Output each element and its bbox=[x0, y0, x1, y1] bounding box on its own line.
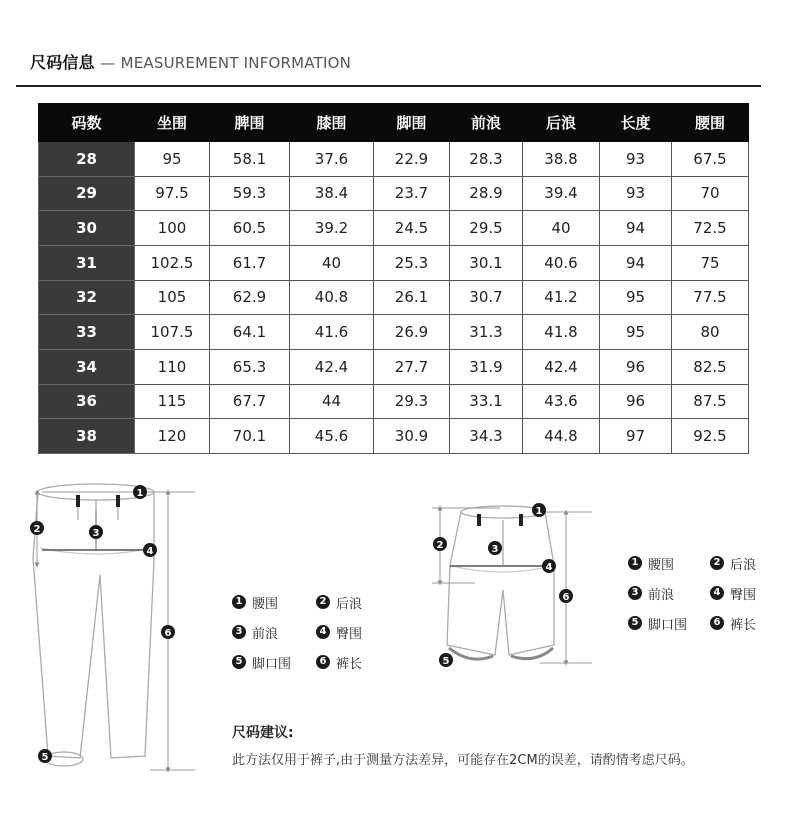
legend-item bbox=[316, 617, 386, 647]
measurement-cell: 44 bbox=[290, 384, 374, 419]
legend-number-icon: 3 bbox=[628, 586, 642, 600]
legend-number-icon: 5 bbox=[232, 655, 246, 669]
legend-item bbox=[710, 548, 780, 578]
legend-label: 前浪 bbox=[252, 626, 279, 642]
legend-item bbox=[710, 578, 780, 608]
legend-number-icon: 2 bbox=[316, 595, 330, 609]
legend-row bbox=[628, 608, 780, 638]
legend-label: 脚口围 bbox=[648, 617, 688, 633]
size-code-cell: 34 bbox=[39, 349, 135, 384]
size-code-cell: 36 bbox=[39, 384, 135, 419]
marker-1-short bbox=[532, 503, 546, 517]
legend-label: 腰围 bbox=[252, 596, 279, 612]
legend-row bbox=[628, 548, 780, 578]
marker-6-long bbox=[161, 625, 175, 639]
measurement-cell: 107.5 bbox=[135, 315, 210, 350]
measurement-cell: 39.2 bbox=[290, 211, 374, 246]
measurement-cell: 26.1 bbox=[374, 280, 450, 315]
measurement-cell: 65.3 bbox=[210, 349, 290, 384]
measurement-cell: 33.1 bbox=[450, 384, 523, 419]
measurement-cell: 22.9 bbox=[374, 142, 450, 177]
column-header: 后浪 bbox=[523, 104, 600, 142]
column-header: 脚围 bbox=[374, 104, 450, 142]
size-code-cell: 38 bbox=[39, 419, 135, 454]
svg-text:3: 3 bbox=[491, 544, 499, 555]
legend-number-icon: 6 bbox=[316, 655, 330, 669]
size-code-cell: 33 bbox=[39, 315, 135, 350]
legend-row bbox=[628, 578, 780, 608]
measurement-cell: 94 bbox=[600, 211, 672, 246]
legend-label: 前浪 bbox=[648, 587, 675, 603]
measurement-cell: 82.5 bbox=[672, 349, 749, 384]
short-pants-legend bbox=[628, 548, 780, 638]
marker-6-short bbox=[559, 589, 573, 603]
measurement-cell: 43.6 bbox=[523, 384, 600, 419]
legend-item bbox=[316, 647, 386, 677]
measurement-cell: 44.8 bbox=[523, 419, 600, 454]
title-separator: — bbox=[100, 54, 116, 72]
marker-5-short bbox=[439, 653, 453, 667]
measurement-cell: 60.5 bbox=[210, 211, 290, 246]
measurement-cell: 40.8 bbox=[290, 280, 374, 315]
measurement-cell: 62.9 bbox=[210, 280, 290, 315]
svg-text:4: 4 bbox=[146, 546, 154, 557]
legend-item bbox=[710, 608, 780, 638]
measurement-cell: 31.3 bbox=[450, 315, 523, 350]
measurement-cell: 97.5 bbox=[135, 176, 210, 211]
marker-2-short bbox=[433, 537, 447, 551]
legend-item bbox=[316, 587, 386, 617]
measurement-cell: 95 bbox=[135, 142, 210, 177]
measurement-cell: 28.9 bbox=[450, 176, 523, 211]
svg-text:4: 4 bbox=[545, 562, 553, 573]
legend-label: 后浪 bbox=[730, 557, 757, 573]
measurement-cell: 102.5 bbox=[135, 245, 210, 280]
legend-item bbox=[232, 587, 316, 617]
measurement-cell: 38.8 bbox=[523, 142, 600, 177]
measurement-cell: 58.1 bbox=[210, 142, 290, 177]
legend-label: 臀围 bbox=[730, 587, 757, 603]
measurement-cell: 77.5 bbox=[672, 280, 749, 315]
legend-number-icon: 1 bbox=[628, 556, 642, 570]
size-code-cell: 30 bbox=[39, 211, 135, 246]
measurement-cell: 45.6 bbox=[290, 419, 374, 454]
measurement-cell: 30.9 bbox=[374, 419, 450, 454]
measurement-cell: 120 bbox=[135, 419, 210, 454]
size-advice-text: 此方法仅用于裤子,由于测量方法差异，可能存在2CM的误差，请酌情考虑尺码。 bbox=[232, 753, 694, 768]
measurement-cell: 72.5 bbox=[672, 211, 749, 246]
measurement-cell: 70.1 bbox=[210, 419, 290, 454]
measurement-cell: 38.4 bbox=[290, 176, 374, 211]
short-pants-waist-marks bbox=[477, 514, 523, 526]
short-pants-measure-lines bbox=[432, 508, 592, 663]
svg-text:3: 3 bbox=[92, 528, 100, 539]
measurement-cell: 87.5 bbox=[672, 384, 749, 419]
svg-text:6: 6 bbox=[562, 592, 570, 603]
legend-number-icon: 3 bbox=[232, 625, 246, 639]
measurement-cell: 92.5 bbox=[672, 419, 749, 454]
measurement-cell: 40 bbox=[290, 245, 374, 280]
measurement-cell: 105 bbox=[135, 280, 210, 315]
svg-text:1: 1 bbox=[136, 488, 144, 499]
legend-item bbox=[628, 608, 710, 638]
legend-label: 裤长 bbox=[730, 617, 757, 633]
column-header: 前浪 bbox=[450, 104, 523, 142]
svg-text:5: 5 bbox=[442, 656, 450, 667]
legend-number-icon: 4 bbox=[316, 625, 330, 639]
measurement-cell: 96 bbox=[600, 384, 672, 419]
measurement-cell: 95 bbox=[600, 280, 672, 315]
column-header: 膝围 bbox=[290, 104, 374, 142]
measurement-cell: 25.3 bbox=[374, 245, 450, 280]
svg-text:2: 2 bbox=[33, 524, 41, 535]
measurement-cell: 59.3 bbox=[210, 176, 290, 211]
measurement-cell: 100 bbox=[135, 211, 210, 246]
measurement-cell: 24.5 bbox=[374, 211, 450, 246]
legend-item bbox=[232, 647, 316, 677]
svg-text:1: 1 bbox=[535, 506, 543, 517]
measurement-cell: 41.8 bbox=[523, 315, 600, 350]
column-header: 长度 bbox=[600, 104, 672, 142]
measurement-cell: 80 bbox=[672, 315, 749, 350]
legend-label: 腰围 bbox=[648, 557, 675, 573]
marker-3-short bbox=[488, 541, 502, 555]
column-header: 码数 bbox=[39, 104, 135, 142]
measurement-cell: 29.5 bbox=[450, 211, 523, 246]
legend-number-icon: 4 bbox=[710, 586, 724, 600]
long-pants-legend bbox=[232, 587, 386, 677]
legend-row bbox=[232, 587, 386, 617]
title-en: MEASUREMENT INFORMATION bbox=[120, 54, 352, 72]
measurement-cell: 30.1 bbox=[450, 245, 523, 280]
measurement-cell: 31.9 bbox=[450, 349, 523, 384]
marker-5-long bbox=[38, 749, 52, 763]
measurement-cell: 96 bbox=[600, 349, 672, 384]
measurement-cell: 42.4 bbox=[523, 349, 600, 384]
legend-label: 后浪 bbox=[336, 596, 363, 612]
legend-item bbox=[628, 578, 710, 608]
measurement-cell: 115 bbox=[135, 384, 210, 419]
long-pants-waist-marks bbox=[76, 495, 120, 507]
legend-item bbox=[232, 617, 316, 647]
column-header: 腰围 bbox=[672, 104, 749, 142]
measurement-cell: 34.3 bbox=[450, 419, 523, 454]
legend-label: 裤长 bbox=[336, 656, 363, 672]
measurement-cell: 110 bbox=[135, 349, 210, 384]
size-advice-title: 尺码建议: bbox=[232, 725, 294, 741]
column-header: 坐围 bbox=[135, 104, 210, 142]
measurement-cell: 61.7 bbox=[210, 245, 290, 280]
measurement-cell: 64.1 bbox=[210, 315, 290, 350]
size-code-cell: 32 bbox=[39, 280, 135, 315]
svg-text:6: 6 bbox=[164, 628, 172, 639]
measurement-cell: 93 bbox=[600, 142, 672, 177]
measurement-cell: 40 bbox=[523, 211, 600, 246]
measurement-cell: 29.3 bbox=[374, 384, 450, 419]
measurement-cell: 67.5 bbox=[672, 142, 749, 177]
marker-1-long bbox=[133, 485, 147, 499]
measurement-cell: 37.6 bbox=[290, 142, 374, 177]
svg-text:5: 5 bbox=[41, 752, 49, 763]
marker-4-short bbox=[542, 559, 556, 573]
marker-4-long bbox=[143, 543, 157, 557]
legend-row bbox=[232, 617, 386, 647]
measurement-cell: 40.6 bbox=[523, 245, 600, 280]
measurement-cell: 27.7 bbox=[374, 349, 450, 384]
size-code-cell: 28 bbox=[39, 142, 135, 177]
measurement-cell: 23.7 bbox=[374, 176, 450, 211]
measurement-cell: 94 bbox=[600, 245, 672, 280]
legend-row bbox=[232, 647, 386, 677]
legend-number-icon: 5 bbox=[628, 616, 642, 630]
measurement-cell: 97 bbox=[600, 419, 672, 454]
marker-2-long bbox=[30, 521, 44, 535]
measurement-cell: 42.4 bbox=[290, 349, 374, 384]
measurement-cell: 95 bbox=[600, 315, 672, 350]
size-code-cell: 29 bbox=[39, 176, 135, 211]
legend-item bbox=[628, 548, 710, 578]
title-cn: 尺码信息 bbox=[30, 53, 95, 72]
legend-number-icon: 2 bbox=[710, 556, 724, 570]
measurement-cell: 39.4 bbox=[523, 176, 600, 211]
measurement-cell: 41.2 bbox=[523, 280, 600, 315]
measurement-cell: 67.7 bbox=[210, 384, 290, 419]
measurement-cell: 75 bbox=[672, 245, 749, 280]
measurement-cell: 26.9 bbox=[374, 315, 450, 350]
size-code-cell: 31 bbox=[39, 245, 135, 280]
measurement-cell: 28.3 bbox=[450, 142, 523, 177]
measurement-cell: 41.6 bbox=[290, 315, 374, 350]
measurement-cell: 30.7 bbox=[450, 280, 523, 315]
measurement-cell: 93 bbox=[600, 176, 672, 211]
legend-number-icon: 1 bbox=[232, 595, 246, 609]
column-header: 脾围 bbox=[210, 104, 290, 142]
svg-text:2: 2 bbox=[436, 540, 444, 551]
measurement-cell: 70 bbox=[672, 176, 749, 211]
legend-label: 臀围 bbox=[336, 626, 363, 642]
marker-3-long bbox=[89, 525, 103, 539]
legend-label: 脚口围 bbox=[252, 656, 292, 672]
legend-number-icon: 6 bbox=[710, 616, 724, 630]
